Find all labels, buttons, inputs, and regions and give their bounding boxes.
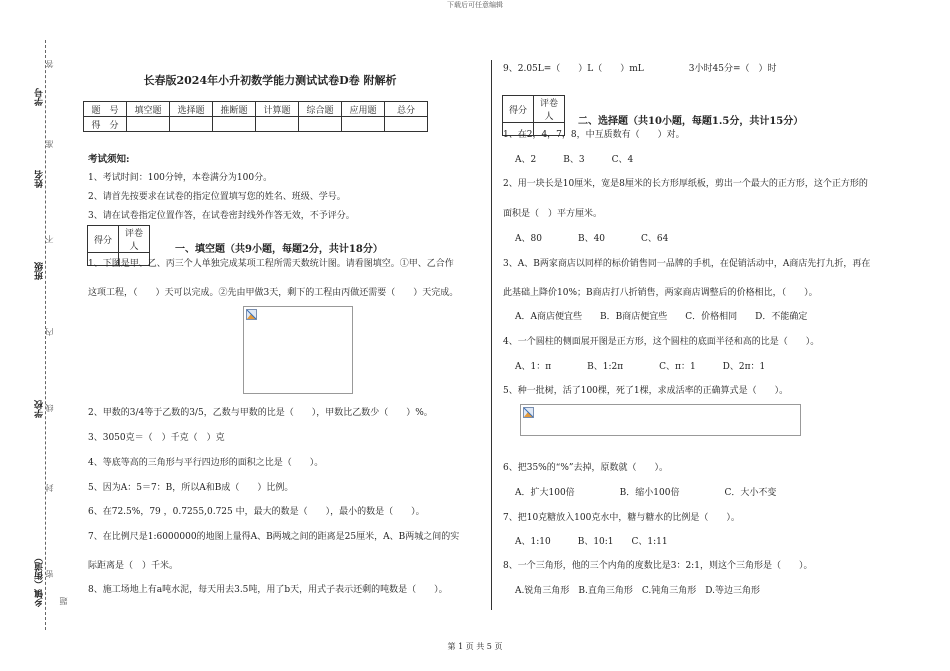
question-line: 9、2.05L=（ ）L（ ）mL 3小时45分=（ ）时 [503,64,777,74]
seal-char: 封 [45,484,54,492]
option-line: A、2 B、3 C、4 [515,155,634,165]
question-line: 4、一个圆柱的侧面展开图是正方形，这个圆柱的底面半径和高的比是（ ）。 [503,337,820,347]
question-line: 7、在比例尺是1:6000000的地图上量得A、B两城之间的距离是25厘米，A、B两城之间的实 [88,532,460,542]
score-cell[interactable] [256,117,299,132]
question-line: 5、因为A：5＝7：B，所以A和B成（ ）比例。 [88,483,294,493]
score-table [83,101,428,132]
seal-char: 题 [59,597,68,605]
label-name: 姓名 [35,170,45,188]
question-line: 此基础上降价10%；B商店打八折销售，两家商店调整后的价格相比，（ ）。 [503,288,818,298]
score-row-label: 得 分 [84,117,127,132]
question-line: 1、下图是甲、乙、丙三个人单独完成某项工程所需天数统计图。请看图填空。①甲、乙合作 [88,259,454,269]
page-footer: 第 1 页 共 5 页 [447,642,503,651]
label-school: 学校 [35,400,45,418]
score-cell[interactable] [127,117,170,132]
grader-score-label: 得分 [88,226,119,253]
question-line: 1、在2，4，7，8，中互质数有（ ）对。 [503,130,685,140]
broken-image-icon [523,407,534,418]
grader-name-label: 评卷人 [534,96,565,123]
seal-char: 不 [45,235,54,243]
formula-image-placeholder [520,404,801,436]
seal-char: 准 [45,140,54,148]
option-line: A．扩大100倍 B．缩小100倍 C．大小不变 [515,488,777,498]
label-class: 班级 [35,262,45,280]
question-line: 8、一个三角形，他的三个内角的度数比是3：2:1，则这个三角形是（ ）。 [503,561,813,571]
notice-item: 2、请首先按要求在试卷的指定位置填写您的姓名、班级、学号。 [88,192,346,202]
notice-item: 3、请在试卷指定位置作答，在试卷密封线外作答无效，不予评分。 [88,211,355,221]
question-line: 这项工程，（ ）天可以完成。②先由甲做3天，剩下的工程由丙做还需要（ ）天完成。 [88,288,459,298]
score-header-cell: 推断题 [213,102,256,117]
question-line: 5、种一批树，活了100棵，死了1棵，求成活率的正确算式是（ ）。 [503,386,789,396]
download-note: 下载后可任意编辑 [447,1,503,9]
page-title: 长春版2024年小升初数学能力测试试卷D卷 附解析 [143,74,397,87]
score-header-cell: 计算题 [256,102,299,117]
question-line: 7、把10克糖放入100克水中，糖与糖水的比例是（ ）。 [503,513,740,523]
question-line: 6、在72.5%，79 ，0.7255,0.725 中，最大的数是（ ），最小的数是（ ）。 [88,507,425,517]
section-2-heading: 二、选择题（共10小题，每题1.5分，共计15分） [578,116,804,127]
seal-char: 内 [45,328,54,336]
option-line: A、1:10 B、10:1 C、1:11 [515,537,668,547]
question-line: 3、A、B两家商店以同样的标价销售同一品牌的手机，在促销活动中，A商店先打九折，再在 [503,259,871,269]
score-cell[interactable] [213,117,256,132]
score-cell[interactable] [342,117,385,132]
label-town: 乡镇（街道） [35,553,45,607]
label-student-no: 学号 [35,88,45,106]
option-line: A、80 B、40 C、64 [515,234,669,244]
section-1-heading: 一、填空题（共9小题，每题2分，共计18分） [175,244,383,255]
option-line: A.锐角三角形 B.直角三角形 C.钝角三角形 D.等边三角形 [515,586,761,596]
notice-heading: 考试须知: [88,154,130,165]
score-header-cell: 应用题 [342,102,385,117]
grader-score-label: 得分 [503,96,534,123]
seal-char: 密 [45,570,54,578]
score-header-cell: 选择题 [170,102,213,117]
option-line: A、1：π B、1:2π C、π：1 D、2π：1 [515,362,766,372]
score-cell[interactable] [170,117,213,132]
question-line: 6、把35%的“%”去掉，原数就（ ）。 [503,463,668,473]
question-line: 4、等底等高的三角形与平行四边形的面积之比是（ ）。 [88,458,324,468]
question-line: 2、甲数的3/4等于乙数的3/5，乙数与甲数的比是（ ），甲数比乙数少（ ）%。 [88,408,433,418]
option-line: A．A商店便宜些 B．B商店便宜些 C．价格相同 D．不能确定 [515,312,808,322]
question-line: 际距离是（ ）千米。 [88,561,179,571]
question-line: 2、用一块长是10厘米，宽是8厘米的长方形厚纸板，剪出一个最大的正方形，这个正方形的 [503,179,868,189]
score-header-cell: 总分 [385,102,428,117]
score-cell[interactable] [299,117,342,132]
score-header-cell: 综合题 [299,102,342,117]
notice-item: 1、考试时间：100分钟，本卷满分为100分。 [88,173,273,183]
seal-char: 答 [45,60,54,68]
score-header-cell: 填空题 [127,102,170,117]
question-line: 3、3050克＝（ ）千克（ ）克 [88,433,225,443]
broken-image-icon [246,309,257,320]
question-line: 8、施工场地上有a吨水泥，每天用去3.5吨，用了b天，用式子表示还剩的吨数是（ ）。 [88,585,448,595]
chart-image-placeholder [243,306,353,394]
grader-name-label: 评卷人 [119,226,150,253]
seal-char: 线 [45,404,54,412]
column-divider [491,60,492,610]
score-cell[interactable] [385,117,428,132]
question-line: 面积是（ ）平方厘米。 [503,209,603,219]
score-header-cell: 题 号 [84,102,127,117]
